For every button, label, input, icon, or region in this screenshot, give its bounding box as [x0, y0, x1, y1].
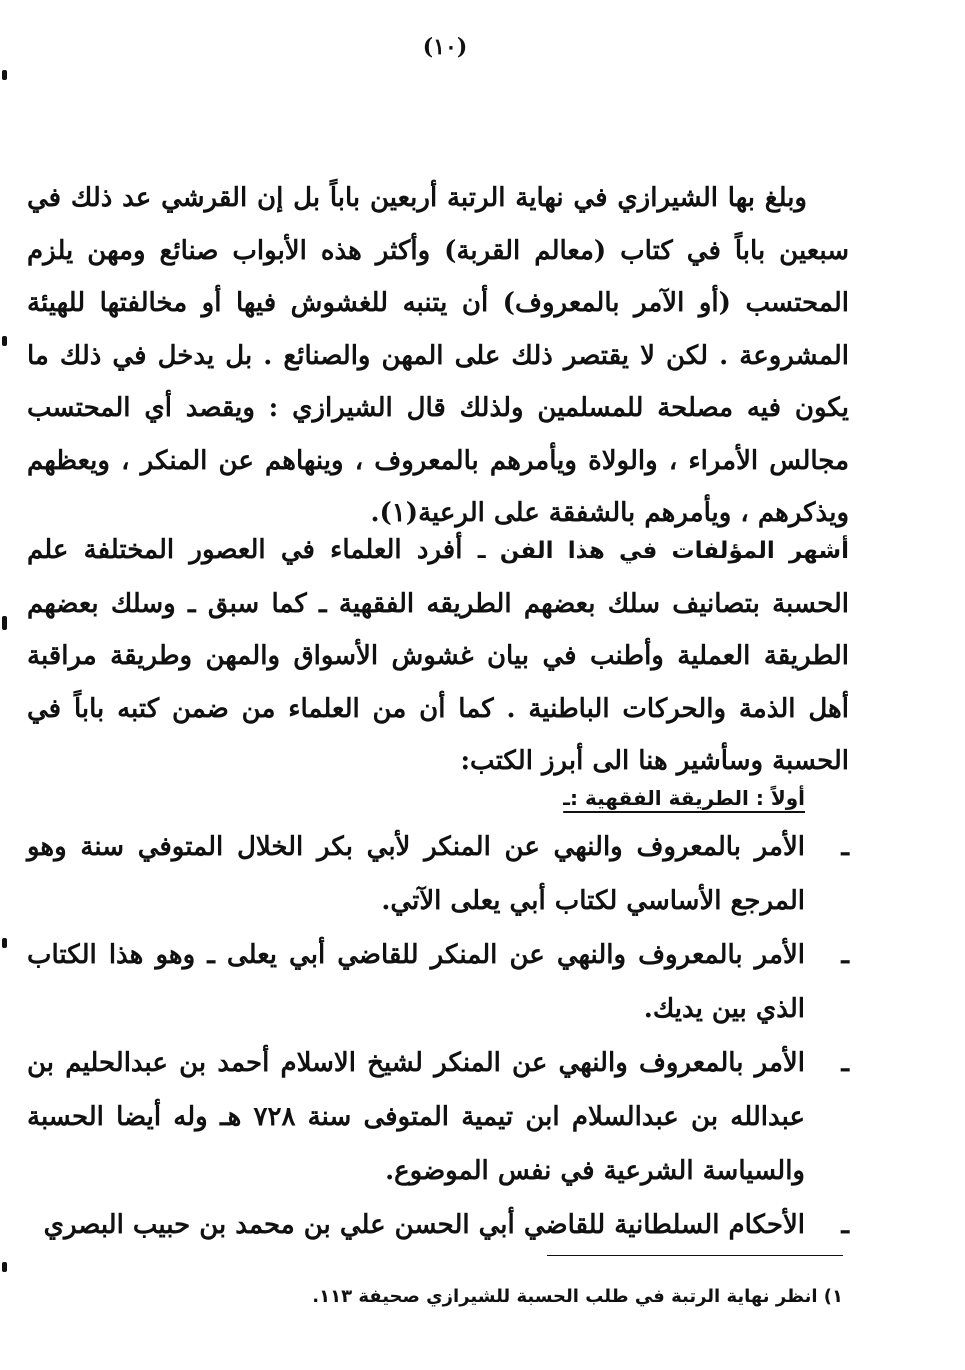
paragraph-2 [27, 524, 849, 788]
list-item [27, 820, 849, 928]
list-bullet: ـ [841, 832, 849, 862]
page-number: (١٠) [422, 34, 468, 60]
list-item [27, 1198, 849, 1252]
scan-margin-mark [2, 1262, 7, 1272]
list-bullet: ـ [841, 940, 849, 970]
list-bullet: ـ [841, 1048, 849, 1078]
list-item [27, 928, 849, 1036]
scan-margin-mark [2, 938, 7, 948]
list-item-text: الأمر بالمعروف والنهي عن المنكر لشيخ الاسلام أحمد بن عبدالحليم بن عبدالله بن عبدالسلام ابن تيمية المتوفى سنة ٧٢٨ هـ وله أيضا الحسبة والسياسة الشرعية في نفس الموضوع. [27, 1048, 805, 1186]
paragraph-1 [27, 172, 849, 540]
footnote: ١) انظر نهاية الرتبة في طلب الحسبة للشيرازي صحيفة ١١٣. [312, 1286, 843, 1307]
paragraph-2-text: أفرد العلماء في العصور المختلفة علم الحسبة بتصانيف سلك بعضهم الطريقه الفقهية ـ كما سبق ـ وسلك بعضهم الطريقة العملية وأطنب في بيان غشوش الأسواق والمهن وطريقة مراقبة أهل الذمة والحركات الباطنية . كما أن من العلماء من ضمن كتبه باباً في الحسبة وسأشير هنا الى أبرز الكتب: [27, 535, 849, 776]
scan-margin-mark [2, 616, 7, 630]
list-item-text: الأمر بالمعروف والنهي عن المنكر لأبي بكر الخلال المتوفي سنة وهو المرجع الأساسي لكتاب أبي يعلى الآتي. [27, 832, 805, 916]
list-bullet: ـ [841, 1210, 849, 1240]
scan-margin-mark [2, 70, 7, 80]
paragraph-2-heading: أشهر المؤلفات في هذا الفن ـ [477, 538, 849, 564]
list-item-text: الأحكام السلطانية للقاضي أبي الحسن علي بن محمد بن حبيب البصري [43, 1210, 805, 1240]
scan-margin-mark [2, 336, 7, 346]
book-list [27, 820, 849, 1252]
paragraph-1-text: وبلغ بها الشيرازي في نهاية الرتبة أربعين باباً بل إن القرشي عد ذلك في سبعين باباً في كتاب (معالم القربة) وأكثر هذه الأبواب صنائع ومهن يلزم المحتسب (أو الآمر بالمعروف) أن يتنبه للغشوش فيها أو مخالفتها للهيئة المشروعة . لكن لا يقتصر ذلك على المهن والصنائع . بل يدخل في ذلك ما يكون فيه مصلحة للمسلمين ولذلك قال الشيرازي : ويقصد أي المحتسب مجالس الأمراء ، والولاة ويأمرهم بالمعروف ، وينهاهم عن المنكر ، ويعظهم ويذكرهم ، ويأمرهم بالشفقة على الرعية(١). [27, 183, 849, 528]
section-subheading: أولاً : الطريقة الفقهية :ـ [563, 786, 805, 810]
footnote-divider [547, 1255, 843, 1256]
list-item [27, 1036, 849, 1198]
list-item-text: الأمر بالمعروف والنهي عن المنكر للقاضي أبي يعلى ـ وهو هذا الكتاب الذي بين يديك. [27, 940, 805, 1024]
